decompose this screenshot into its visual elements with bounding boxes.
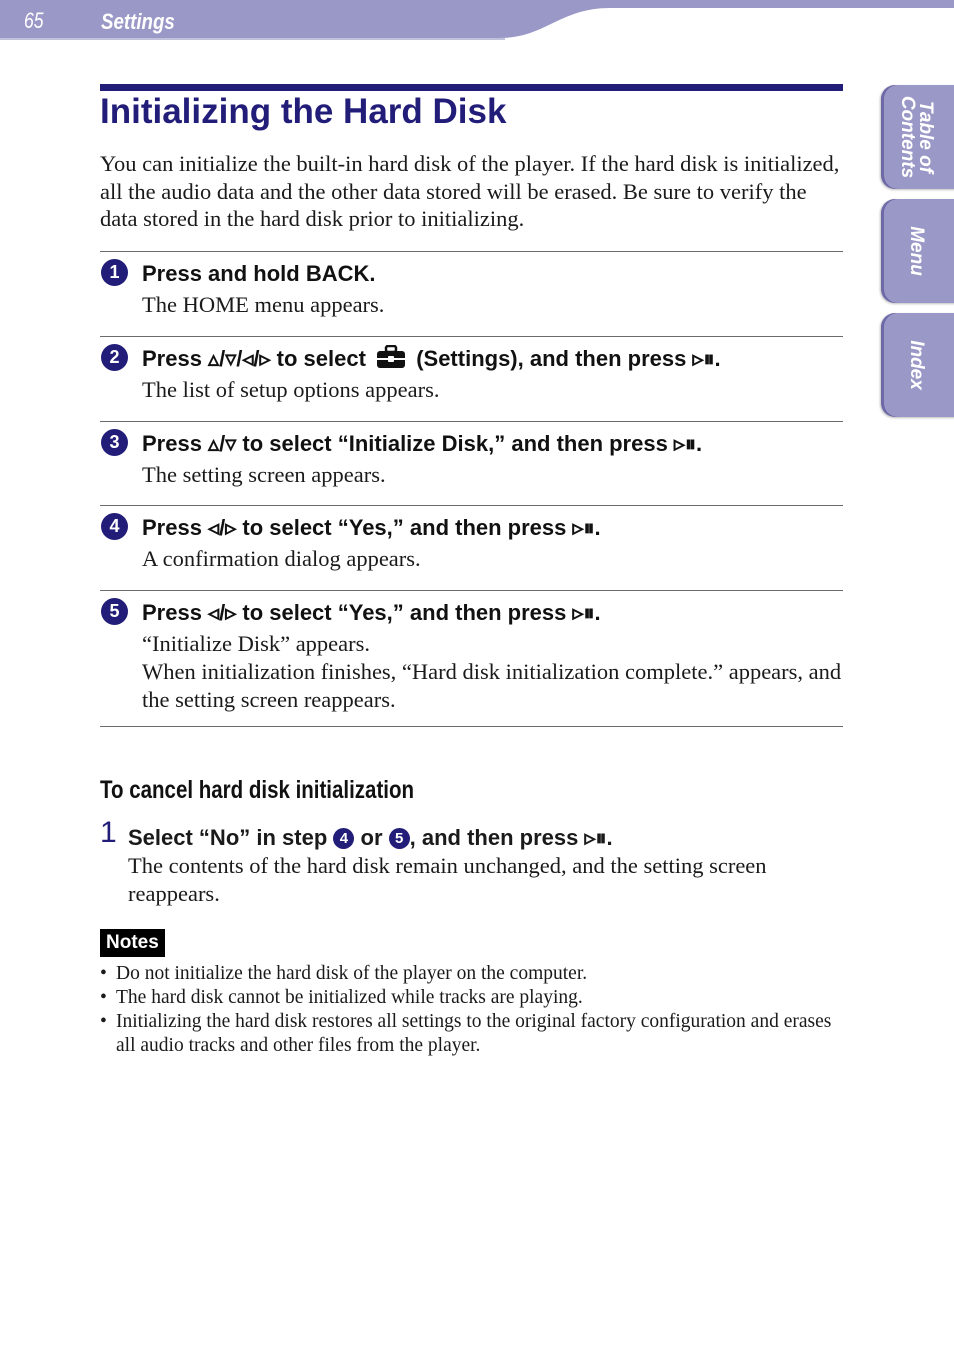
step-description-extra: When initialization finishes, “Hard disk initialization complete.” appears, and the setting screen reappears. (142, 659, 842, 712)
cancel-step-number: 1 (100, 816, 117, 849)
step-number-badge: 5 (101, 598, 128, 625)
cancel-title-text: or (360, 825, 383, 850)
step-description: A confirmation dialog appears. (142, 546, 421, 571)
cancel-heading: To cancel hard disk initialization (100, 776, 415, 804)
step-divider (100, 421, 843, 422)
step-ref-badge: 4 (333, 828, 354, 849)
step-divider (100, 336, 843, 337)
step-description: The setting screen appears. (142, 462, 386, 487)
side-tab-label: Table of Contents (897, 95, 937, 179)
step-description: The HOME menu appears. (142, 292, 385, 317)
note-item: • Do not initialize the hard disk of the player on the computer. (100, 962, 840, 986)
note-item: • The hard disk cannot be initialized while tracks are playing. (100, 986, 840, 1010)
cancel-title-text: Select “No” in step (128, 825, 328, 850)
step-description: The list of setup options appears. (142, 377, 440, 402)
side-tab-table-of-contents[interactable] (881, 85, 954, 189)
side-tab-menu[interactable] (881, 199, 954, 303)
step-title: Press ◃/▹ to select “Yes,” and then press ▹⏸. (142, 600, 601, 625)
cancel-step-title (128, 823, 613, 853)
step-title-text: (Settings), and then press ▹⏸. (416, 346, 721, 371)
page-title: Initializing the Hard Disk (100, 92, 507, 131)
step-number-badge: 3 (101, 429, 128, 456)
step-divider (100, 590, 843, 591)
settings-toolbox-icon (376, 345, 406, 369)
step-title: Press ▵/▿ to select “Initialize Disk,” and then press ▹⏸. (142, 431, 703, 456)
step-divider (100, 505, 843, 506)
section-name: Settings (101, 9, 175, 34)
cancel-description: The contents of the hard disk remain unchanged, and the setting screen reappears. (128, 853, 767, 906)
step-number-badge: 1 (101, 259, 128, 286)
side-tab-label: Menu (905, 226, 927, 276)
intro-paragraph: You can initialize the built-in hard disk of the player. If the hard disk is initialized, all the audio data and the other data stored will be erased. Be sure to verify the data stored in the hard disk prior to initializing. (100, 151, 840, 231)
title-rule (100, 84, 843, 91)
step-ref-badge: 5 (389, 828, 410, 849)
step-title-text: Press ▵/▿/◃/▹ to select (142, 346, 366, 371)
notes-label: Notes (100, 929, 165, 957)
step-title: Press ◃/▹ to select “Yes,” and then press ▹⏸. (142, 515, 601, 540)
step-description: “Initialize Disk” appears. (142, 631, 371, 656)
note-item: • Initializing the hard disk restores all settings to the original factory configuration and erases all audio tracks and other files from the player. (100, 1010, 840, 1058)
step-title (142, 344, 721, 374)
step-divider (100, 726, 843, 727)
step-divider (100, 251, 843, 252)
step-number-badge: 2 (101, 344, 128, 371)
page-number: 65 (24, 8, 44, 33)
step-number-badge: 4 (101, 513, 128, 540)
side-tab-index[interactable] (881, 313, 954, 417)
cancel-title-text: , and then press ▹⏸. (409, 825, 613, 850)
side-tab-label: Index (906, 340, 927, 390)
step-title: Press and hold BACK. (142, 261, 376, 286)
notes-list (100, 962, 840, 1058)
